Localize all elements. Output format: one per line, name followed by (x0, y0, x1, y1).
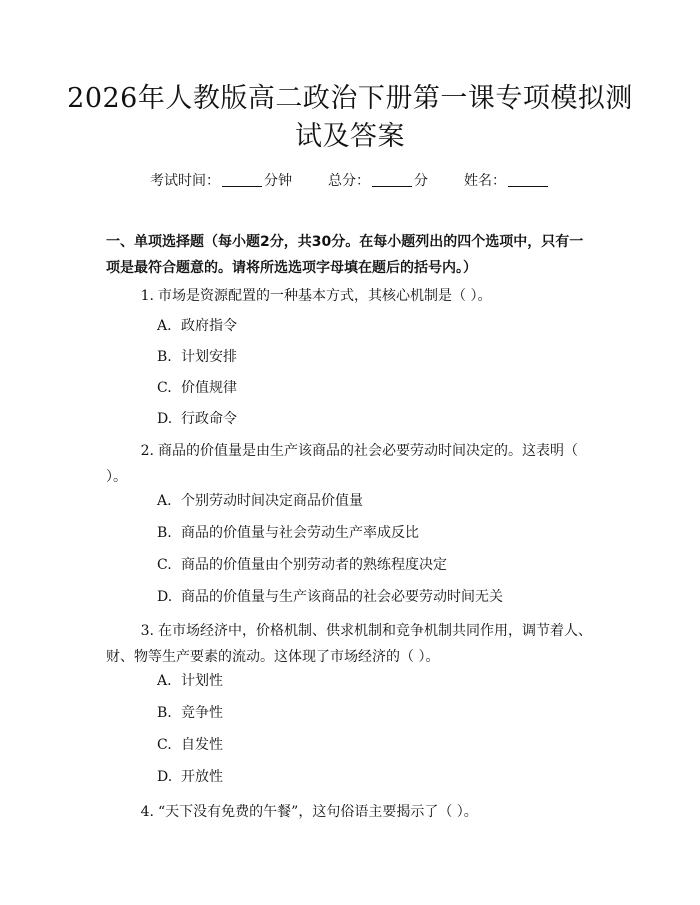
option-letter: D. (157, 589, 173, 605)
option-2b (157, 523, 419, 543)
option-3c (157, 735, 223, 755)
option-text: 价值规律 (181, 380, 237, 396)
option-letter: C. (157, 380, 172, 396)
option-text: 商品的价值量与社会劳动生产率成反比 (181, 525, 419, 541)
question-text: 商品的价值量是由生产该商品的社会必要劳动时间决定的。这表明（ ）。 (106, 443, 578, 485)
option-2a (157, 491, 363, 511)
exam-time-unit: 分钟 (264, 173, 292, 189)
question-2 (106, 438, 596, 490)
exam-info-line (0, 170, 700, 190)
option-1c (157, 378, 237, 398)
question-3 (106, 618, 596, 670)
option-letter: C. (157, 557, 172, 573)
option-2d (157, 587, 503, 607)
option-letter: B. (157, 525, 172, 541)
question-text: 在市场经济中，价格机制、供求机制和竞争机制共同作用，调节着人、财、物等生产要素的流动。这体现了市场经济的（ ）。 (106, 623, 592, 665)
question-number: 4. (140, 804, 154, 820)
total-score-label: 总分： (328, 173, 370, 189)
option-2c (157, 555, 447, 575)
total-score-blank (372, 172, 412, 187)
option-1a (157, 316, 237, 336)
exam-time-label: 考试时间： (150, 173, 220, 189)
option-letter: D. (157, 411, 173, 427)
option-text: 自发性 (181, 737, 223, 753)
total-score-unit: 分 (414, 173, 428, 189)
option-text: 商品的价值量与生产该商品的社会必要劳动时间无关 (181, 589, 503, 605)
question-text: “天下没有免费的午餐”，这句俗语主要揭示了（ ）。 (158, 804, 478, 820)
exam-time-blank (222, 172, 262, 187)
option-text: 政府指令 (181, 318, 237, 334)
question-number: 2. (140, 443, 154, 459)
option-text: 竞争性 (181, 705, 223, 721)
option-1d (157, 409, 237, 429)
option-letter: A. (157, 493, 172, 509)
option-letter: A. (157, 673, 172, 689)
document-title: 2026年人教版高二政治下册第一课专项模拟测试及答案 (67, 83, 633, 152)
option-3d (157, 767, 223, 787)
option-3a (157, 671, 223, 691)
option-letter: C. (157, 737, 172, 753)
option-letter: A. (157, 318, 172, 334)
option-text: 商品的价值量由个别劳动者的熟练程度决定 (181, 557, 447, 573)
option-letter: D. (157, 769, 173, 785)
question-number: 1. (140, 288, 154, 304)
option-1b (157, 347, 237, 367)
question-4 (106, 799, 596, 825)
option-3b (157, 703, 223, 723)
option-text: 开放性 (181, 769, 223, 785)
student-name-blank (508, 172, 548, 187)
option-letter: B. (157, 349, 172, 365)
question-text: 市场是资源配置的一种基本方式，其核心机制是（ ）。 (158, 288, 492, 304)
option-text: 个别劳动时间决定商品价值量 (181, 493, 363, 509)
option-text: 行政命令 (181, 411, 237, 427)
student-name-label: 姓名： (464, 173, 506, 189)
question-number: 3. (140, 623, 154, 639)
question-1 (106, 283, 596, 309)
section-heading: 一、单项选择题（每小题2分，共30分。在每小题列出的四个选项中，只有一项是最符合题意的。请将所选选项字母填在题后的括号内。） (106, 234, 584, 276)
option-letter: B. (157, 705, 172, 721)
option-text: 计划性 (181, 673, 223, 689)
option-text: 计划安排 (181, 349, 237, 365)
